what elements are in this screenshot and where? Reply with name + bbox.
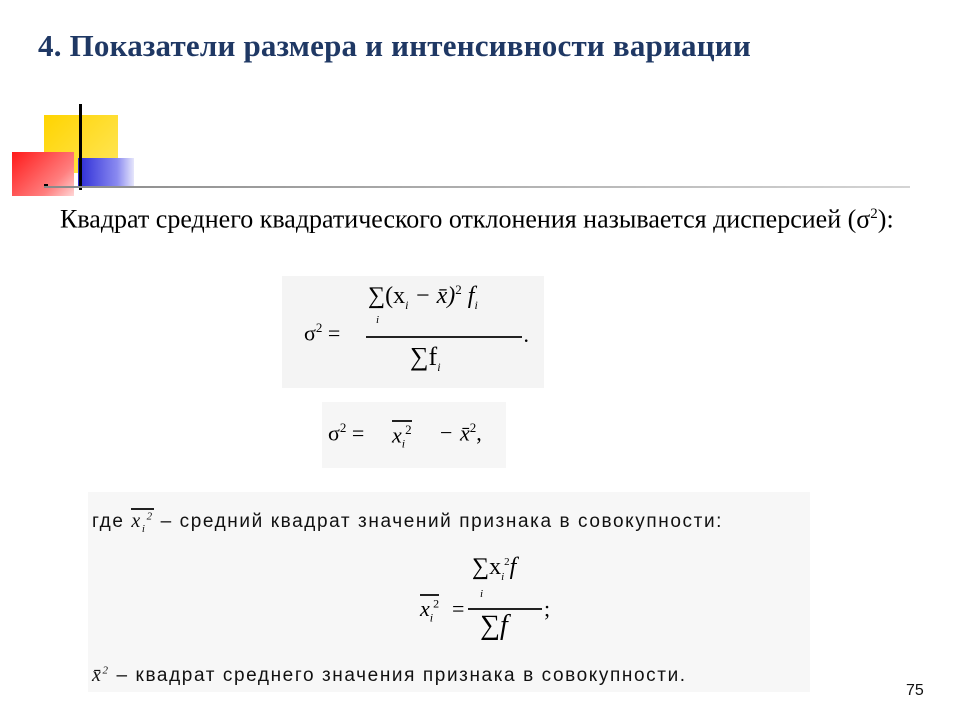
f1-end: . xyxy=(524,322,530,347)
f2-term2: x̄$^2$, xyxy=(460,420,482,446)
intro-paragraph xyxy=(60,197,902,237)
title-divider xyxy=(44,186,910,188)
f2-term1: $x_i^2$ xyxy=(392,422,412,451)
notes-block xyxy=(88,492,810,692)
f3-denominator: ∑f xyxy=(480,610,508,641)
f1-denominator: $\sum f_i$ xyxy=(410,342,441,375)
f1-numerator: $\sum(x_i$ − x̄)$^2$ $f_i$ xyxy=(368,282,478,312)
decor-vertical-line xyxy=(79,104,82,190)
f2-minus: − xyxy=(440,420,453,445)
f3-eq: = xyxy=(452,596,465,621)
f3-numerator: $\sum x_i^2f$ xyxy=(472,554,517,583)
f1-sum-index: i xyxy=(376,314,380,326)
f1-fraction-bar xyxy=(366,336,522,338)
decor-red-square xyxy=(12,152,74,196)
slide-title: 4. Показатели размера и интенсивности вариации xyxy=(38,28,751,63)
intro-text: Квадрат среднего квадратического отклонения называется дисперсией (σ xyxy=(60,204,871,234)
note-line-2: x̄$^2$ – квадрат среднего значения признака в совокупности. xyxy=(92,664,687,686)
formula-variance-weighted xyxy=(282,276,544,388)
page-number: 75 xyxy=(906,682,924,699)
intro-sup: 2 xyxy=(870,206,878,222)
decor-blue-square xyxy=(78,158,134,188)
f3-lhs: $x_i^2$ xyxy=(420,596,440,625)
note1-symbol: $x_i^2$ xyxy=(131,510,154,535)
f3-sum-index: i xyxy=(480,588,484,600)
f1-lhs: $\sigma^2$ = xyxy=(304,320,341,346)
f3-end: ; xyxy=(544,596,551,621)
f2-lhs: $\sigma^2$ = xyxy=(328,420,365,446)
intro-end: ): xyxy=(877,204,894,234)
formula-variance-simple xyxy=(322,402,506,468)
note-line-1: где $x_i^2$ – средний квадрат значений признака в совокупности: xyxy=(92,510,724,535)
note2-symbol: x̄$^2$ xyxy=(92,664,110,686)
